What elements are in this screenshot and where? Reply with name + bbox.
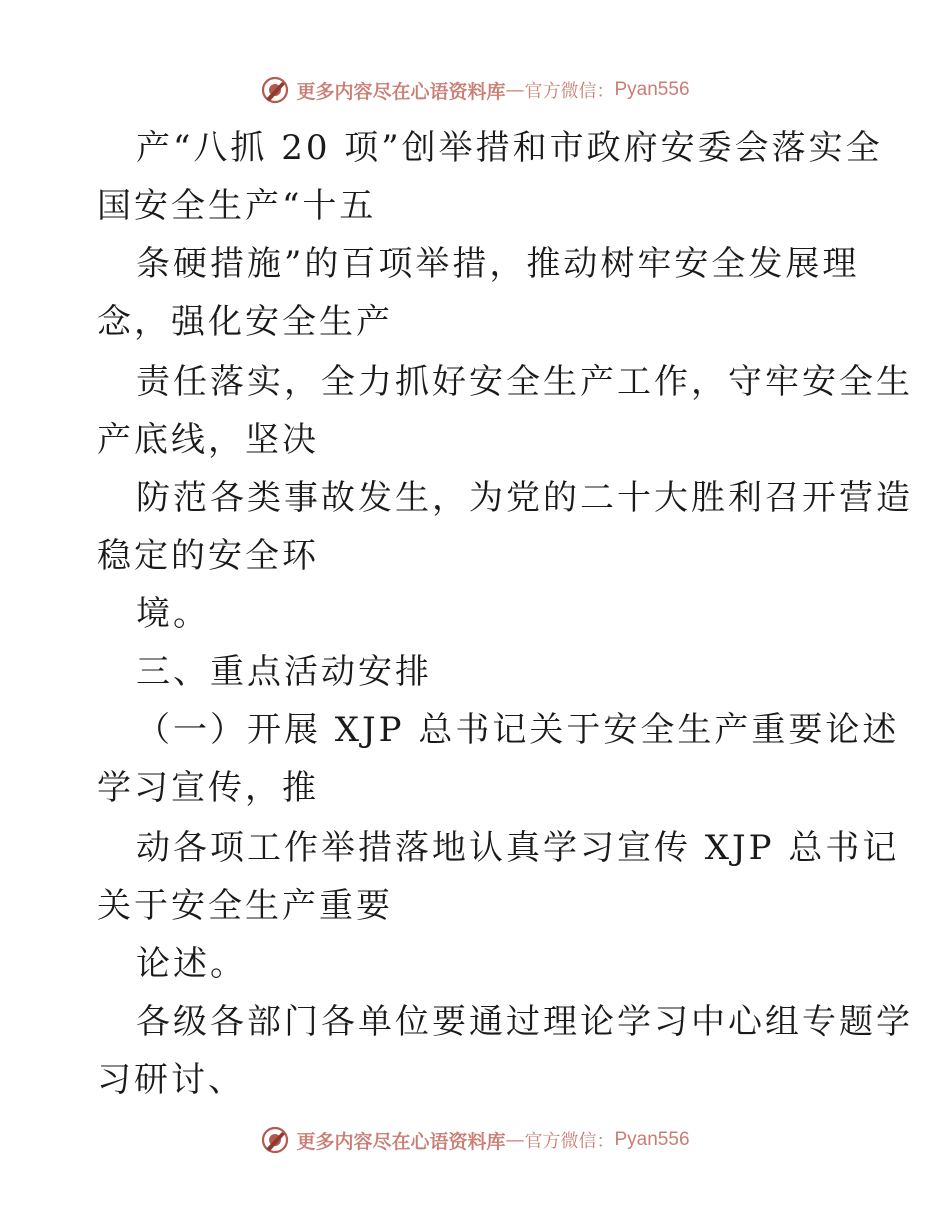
text-line: 产底线，坚决 bbox=[97, 420, 319, 460]
watermark-label: 官方微信： bbox=[524, 81, 615, 102]
text-line: 境。 bbox=[136, 594, 210, 634]
text-line: 责任落实，全力抓好安全生产工作，守牢安全生 bbox=[136, 362, 913, 402]
text-line: 稳定的安全环 bbox=[97, 536, 319, 576]
watermark-main-text: 更多内容尽在心语资料库 bbox=[296, 1130, 506, 1153]
watermark-wechat-id: Pyan556 bbox=[614, 79, 690, 100]
watermark-main-text: 更多内容尽在心语资料库 bbox=[296, 80, 506, 103]
section-heading: 三、重点活动安排 bbox=[136, 652, 432, 692]
text-line: 条硬措施”的百项举措，推动树牢安全发展理 bbox=[136, 244, 860, 284]
footer-watermark bbox=[0, 1120, 950, 1160]
text-line: 论述。 bbox=[136, 944, 247, 984]
text-line: 动各项工作举措落地认真学习宣传 XJP 总书记 bbox=[136, 828, 900, 868]
text-line: 念，强化安全生产 bbox=[97, 302, 393, 342]
watermark-label: 官方微信： bbox=[524, 1131, 615, 1152]
text-line: 产“八抓 20 项”创举措和市政府安委会落实全 bbox=[136, 128, 883, 168]
text-line: 防范各类事故发生，为党的二十大胜利召开营造 bbox=[136, 478, 913, 518]
quill-circle-logo-icon bbox=[260, 75, 290, 105]
watermark-separator: — bbox=[505, 1129, 525, 1151]
watermark-separator: — bbox=[505, 79, 525, 101]
text-line: 各级各部门各单位要通过理论学习中心组专题学 bbox=[136, 1002, 913, 1042]
watermark-wechat-id: Pyan556 bbox=[614, 1129, 690, 1150]
subsection-heading: （一）开展 XJP 总书记关于安全生产重要论述 bbox=[136, 710, 900, 750]
text-line: 学习宣传，推 bbox=[97, 768, 319, 808]
text-line: 关于安全生产重要 bbox=[97, 886, 393, 926]
quill-circle-logo-icon bbox=[260, 1125, 290, 1155]
text-line: 国安全生产“十五 bbox=[97, 186, 377, 226]
header-watermark bbox=[0, 70, 950, 110]
text-line: 习研讨、 bbox=[97, 1060, 245, 1100]
